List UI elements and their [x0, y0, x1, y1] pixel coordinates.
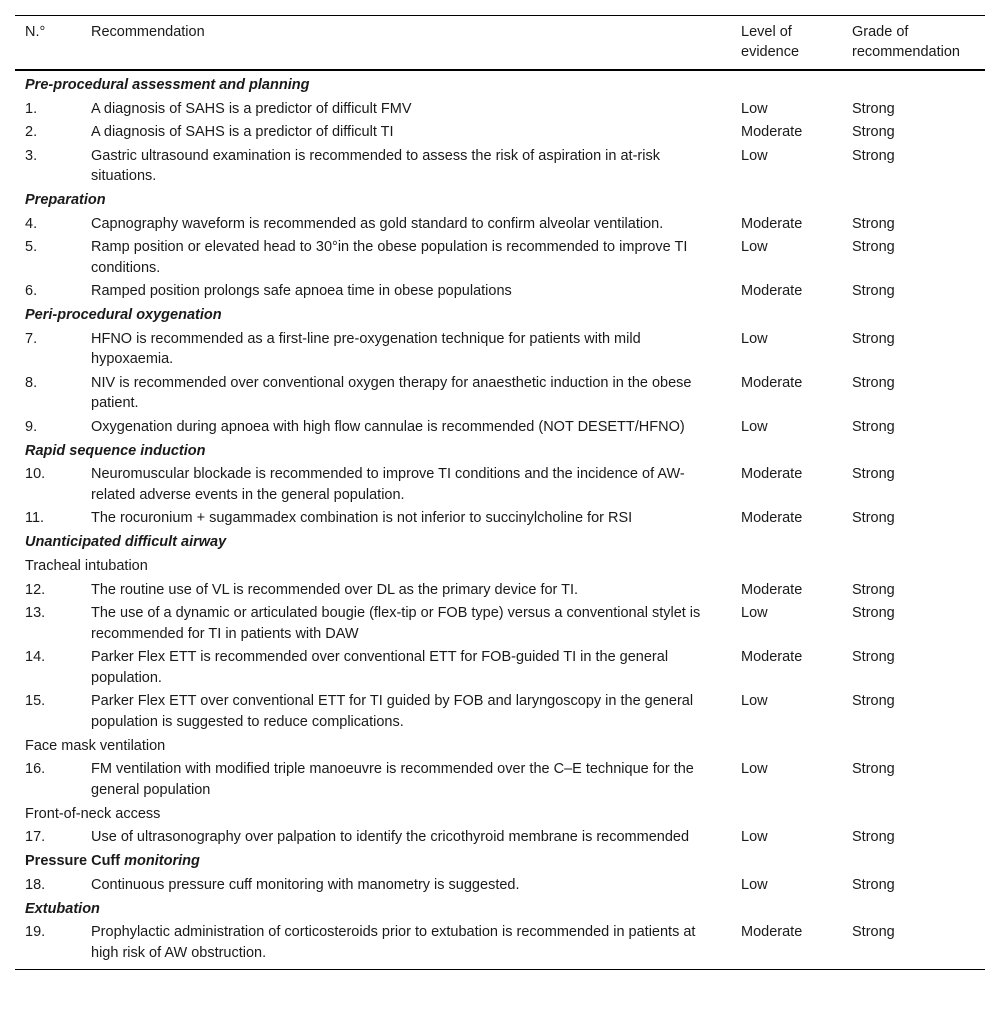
row-level-of-evidence: Low	[741, 761, 768, 777]
table-row	[15, 578, 985, 602]
row-number: 4.	[25, 215, 38, 232]
table-row	[15, 826, 985, 850]
header-num: N.°	[25, 24, 46, 40]
row-grade: Strong	[852, 124, 895, 140]
section-heading: Tracheal intubation	[25, 558, 148, 574]
row-grade: Strong	[852, 374, 895, 391]
row-grade: Strong	[852, 239, 895, 255]
row-recommendation: A diagnosis of SAHS is a predictor of difficult TI	[91, 124, 394, 140]
row-grade: Strong	[852, 761, 895, 777]
row-recommendation: Ramp position or elevated head to 30°in the obese population is recommended to improve TI conditions.	[91, 239, 688, 276]
table-row	[15, 921, 985, 965]
row-level-of-evidence: Moderate	[741, 124, 803, 140]
table-row	[15, 690, 985, 734]
row-recommendation: HFNO is recommended as a first-line pre-oxygenation technique for patients with mild hypoxaemia.	[91, 330, 641, 367]
row-number: 18.	[25, 876, 46, 893]
row-number: 2.	[25, 124, 38, 140]
table-row	[15, 144, 985, 188]
row-recommendation: NIV is recommended over conventional oxygen therapy for anaesthetic induction in the obese patient.	[91, 374, 692, 411]
row-number: 12.	[25, 581, 46, 598]
row-grade: Strong	[852, 829, 895, 845]
table-row	[15, 646, 985, 690]
row-number: 14.	[25, 649, 46, 665]
section-heading: Face mask ventilation	[25, 737, 166, 754]
header-level-of-evidence: Level of evidence	[741, 24, 800, 60]
row-level-of-evidence: Low	[741, 876, 768, 893]
row-number: 8.	[25, 374, 38, 391]
row-recommendation: Oxygenation during apnoea with high flow cannulae is recommended (NOT DESETT/HFNO)	[91, 418, 685, 435]
row-level-of-evidence: Moderate	[741, 215, 803, 232]
row-number: 5.	[25, 239, 38, 255]
table-row	[15, 236, 985, 280]
row-grade: Strong	[852, 510, 895, 526]
row-grade: Strong	[852, 649, 895, 665]
section-heading: Front-of-neck access	[25, 805, 161, 822]
row-number: 7.	[25, 330, 38, 347]
row-level-of-evidence: Moderate	[741, 374, 803, 391]
row-recommendation: Prophylactic administration of corticosteroids prior to extubation is recommended in patients at high risk of AW obstruction.	[91, 924, 696, 961]
section-heading: Peri-procedural oxygenation	[25, 307, 222, 323]
row-recommendation: Neuromuscular blockade is recommended to improve TI conditions and the incidence of AW-related adverse events in the general population.	[91, 466, 685, 503]
row-number: 6.	[25, 283, 38, 299]
section-heading: Preparation	[25, 192, 106, 208]
table-row	[15, 507, 985, 531]
row-recommendation: Gastric ultrasound examination is recommended to assess the risk of aspiration in at-risk situations.	[91, 147, 660, 184]
row-recommendation: Use of ultrasonography over palpation to identify the cricothyroid membrane is recommended	[91, 829, 690, 845]
section-heading: Unanticipated difficult airway	[25, 534, 227, 550]
row-grade: Strong	[852, 605, 895, 621]
row-recommendation: Capnography waveform is recommended as gold standard to confirm alveolar ventilation.	[91, 215, 664, 232]
row-grade: Strong	[852, 418, 895, 435]
row-level-of-evidence: Moderate	[741, 283, 803, 299]
row-recommendation: FM ventilation with modified triple manoeuvre is recommended over the C–E technique for the general population	[91, 761, 694, 798]
row-recommendation: The use of a dynamic or articulated bougie (flex-tip or FOB type) versus a conventional stylet is recommended for TI in patients with DAW	[91, 605, 701, 642]
row-recommendation: The rocuronium + sugammadex combination is not inferior to succinylcholine for RSI	[91, 510, 633, 526]
table-row	[15, 97, 985, 121]
table-row	[15, 280, 985, 304]
row-level-of-evidence: Low	[741, 418, 768, 435]
section-heading: Rapid sequence induction	[25, 442, 206, 459]
row-level-of-evidence: Low	[741, 829, 768, 845]
row-grade: Strong	[852, 924, 895, 940]
row-level-of-evidence: Low	[741, 330, 768, 347]
row-recommendation: Ramped position prolongs safe apnoea time in obese populations	[91, 283, 512, 299]
row-level-of-evidence: Low	[741, 239, 768, 255]
row-number: 9.	[25, 418, 38, 435]
row-level-of-evidence: Low	[741, 100, 768, 117]
row-recommendation: The routine use of VL is recommended over DL as the primary device for TI.	[91, 581, 579, 598]
row-number: 19.	[25, 924, 46, 940]
row-number: 17.	[25, 829, 46, 845]
row-number: 15.	[25, 693, 46, 709]
recommendations-table	[15, 15, 985, 970]
row-recommendation: Parker Flex ETT is recommended over conventional ETT for FOB-guided TI in the general population.	[91, 649, 669, 686]
table-row	[15, 212, 985, 236]
row-number: 3.	[25, 147, 38, 164]
row-number: 13.	[25, 605, 46, 621]
row-level-of-evidence: Moderate	[741, 649, 803, 665]
row-number: 10.	[25, 466, 46, 482]
row-grade: Strong	[852, 581, 895, 598]
row-grade: Strong	[852, 215, 895, 232]
row-grade: Strong	[852, 693, 895, 709]
row-grade: Strong	[852, 330, 895, 347]
table-row	[15, 415, 985, 439]
row-number: 16.	[25, 761, 46, 777]
row-level-of-evidence: Low	[741, 147, 768, 164]
row-level-of-evidence: Moderate	[741, 924, 803, 940]
row-grade: Strong	[852, 283, 895, 299]
row-level-of-evidence: Moderate	[741, 466, 803, 482]
table-row	[15, 758, 985, 802]
section-heading: Pre-procedural assessment and planning	[25, 77, 310, 93]
row-grade: Strong	[852, 100, 895, 117]
row-grade: Strong	[852, 147, 895, 164]
row-number: 1.	[25, 100, 38, 117]
section-heading: Extubation	[25, 900, 100, 917]
header-grade-of-recommendation: Grade of recommendation	[852, 24, 960, 60]
table-row	[15, 602, 985, 646]
row-recommendation: A diagnosis of SAHS is a predictor of difficult FMV	[91, 100, 412, 117]
table-row	[15, 121, 985, 145]
table-body	[15, 71, 985, 969]
table-header	[15, 16, 985, 71]
row-grade: Strong	[852, 876, 895, 893]
row-recommendation: Continuous pressure cuff monitoring with manometry is suggested.	[91, 876, 520, 893]
row-number: 11.	[25, 510, 45, 526]
row-level-of-evidence: Moderate	[741, 510, 803, 526]
header-recommendation: Recommendation	[91, 24, 205, 40]
section-heading: Pressure Cuff monitoring	[25, 853, 200, 869]
table-row	[15, 463, 985, 507]
table-row	[15, 873, 985, 897]
row-level-of-evidence: Low	[741, 605, 768, 621]
table-row	[15, 327, 985, 371]
row-level-of-evidence: Moderate	[741, 581, 803, 598]
row-grade: Strong	[852, 466, 895, 482]
row-level-of-evidence: Low	[741, 693, 768, 709]
table-row	[15, 371, 985, 415]
row-recommendation: Parker Flex ETT over conventional ETT for TI guided by FOB and laryngoscopy in the general population is suggested to reduce complications.	[91, 693, 694, 730]
